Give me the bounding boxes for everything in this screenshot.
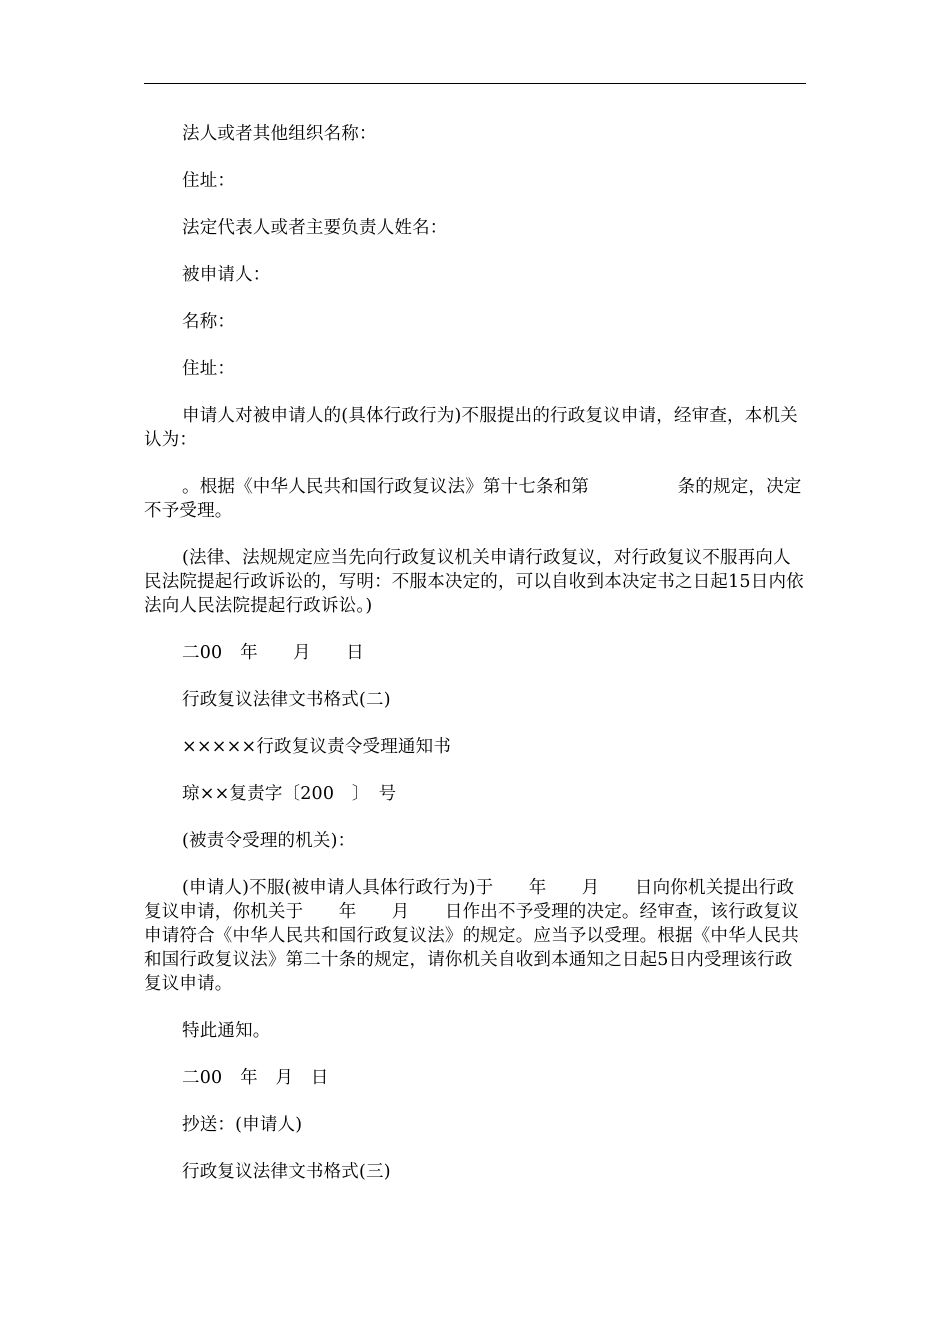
date-line: 二00 年 月 日 bbox=[182, 643, 364, 663]
decision-paragraph: 。根据《中华人民共和国行政复议法》第十七条和第 条的规定，决定不予受理。 bbox=[144, 477, 802, 521]
notice-closing: 特此通知。 bbox=[182, 1021, 271, 1041]
section-heading-form-3: 行政复议法律文书格式(三) bbox=[182, 1162, 391, 1182]
header-rule bbox=[144, 83, 806, 84]
review-finding-paragraph: 申请人对被申请人的(具体行政行为)不服提出的行政复议申请，经审查，本机关认为： bbox=[144, 406, 798, 450]
section-heading-form-2: 行政复议法律文书格式(二) bbox=[182, 690, 391, 710]
field-respondent: 被申请人： bbox=[182, 265, 271, 285]
cc-line: 抄送：(申请人) bbox=[182, 1115, 303, 1135]
field-legal-representative: 法定代表人或者主要负责人姓名： bbox=[182, 218, 448, 238]
notice-date-line: 二00 年 月 日 bbox=[182, 1068, 329, 1088]
field-respondent-name: 名称： bbox=[182, 312, 236, 332]
appeal-note-paragraph: (法律、法规规定应当先向行政复议机关申请行政复议，对行政复议不服再向人民法院提起行政诉讼的，写明：不服本决定的，可以自收到本决定书之日起15日内依法向人民法院提起行政诉讼。) bbox=[144, 548, 804, 616]
notice-body-paragraph: (申请人)不服(被申请人具体行政行为)于 年 月 日向你机关提出行政复议申请，你机关于 年 月 日作出不予受理的决定。经审查，该行政复议申请符合《中华人民共和国行政复议法》的规定。应当予以受理。根据《中华人民共和国行政复议法》第二十条的规定，请你机关自收到本通知之日起5日内受理该行政复议申请。 bbox=[144, 878, 799, 994]
document-number: 琼××复责字〔200 〕 号 bbox=[182, 784, 397, 804]
field-org-name: 法人或者其他组织名称： bbox=[182, 124, 377, 144]
field-address: 住址： bbox=[182, 171, 236, 191]
addressee: (被责令受理的机关)： bbox=[182, 831, 356, 851]
document-body bbox=[144, 122, 806, 1207]
notice-title: ×××××行政复议责令受理通知书 bbox=[182, 737, 452, 757]
field-respondent-address: 住址： bbox=[182, 359, 236, 379]
